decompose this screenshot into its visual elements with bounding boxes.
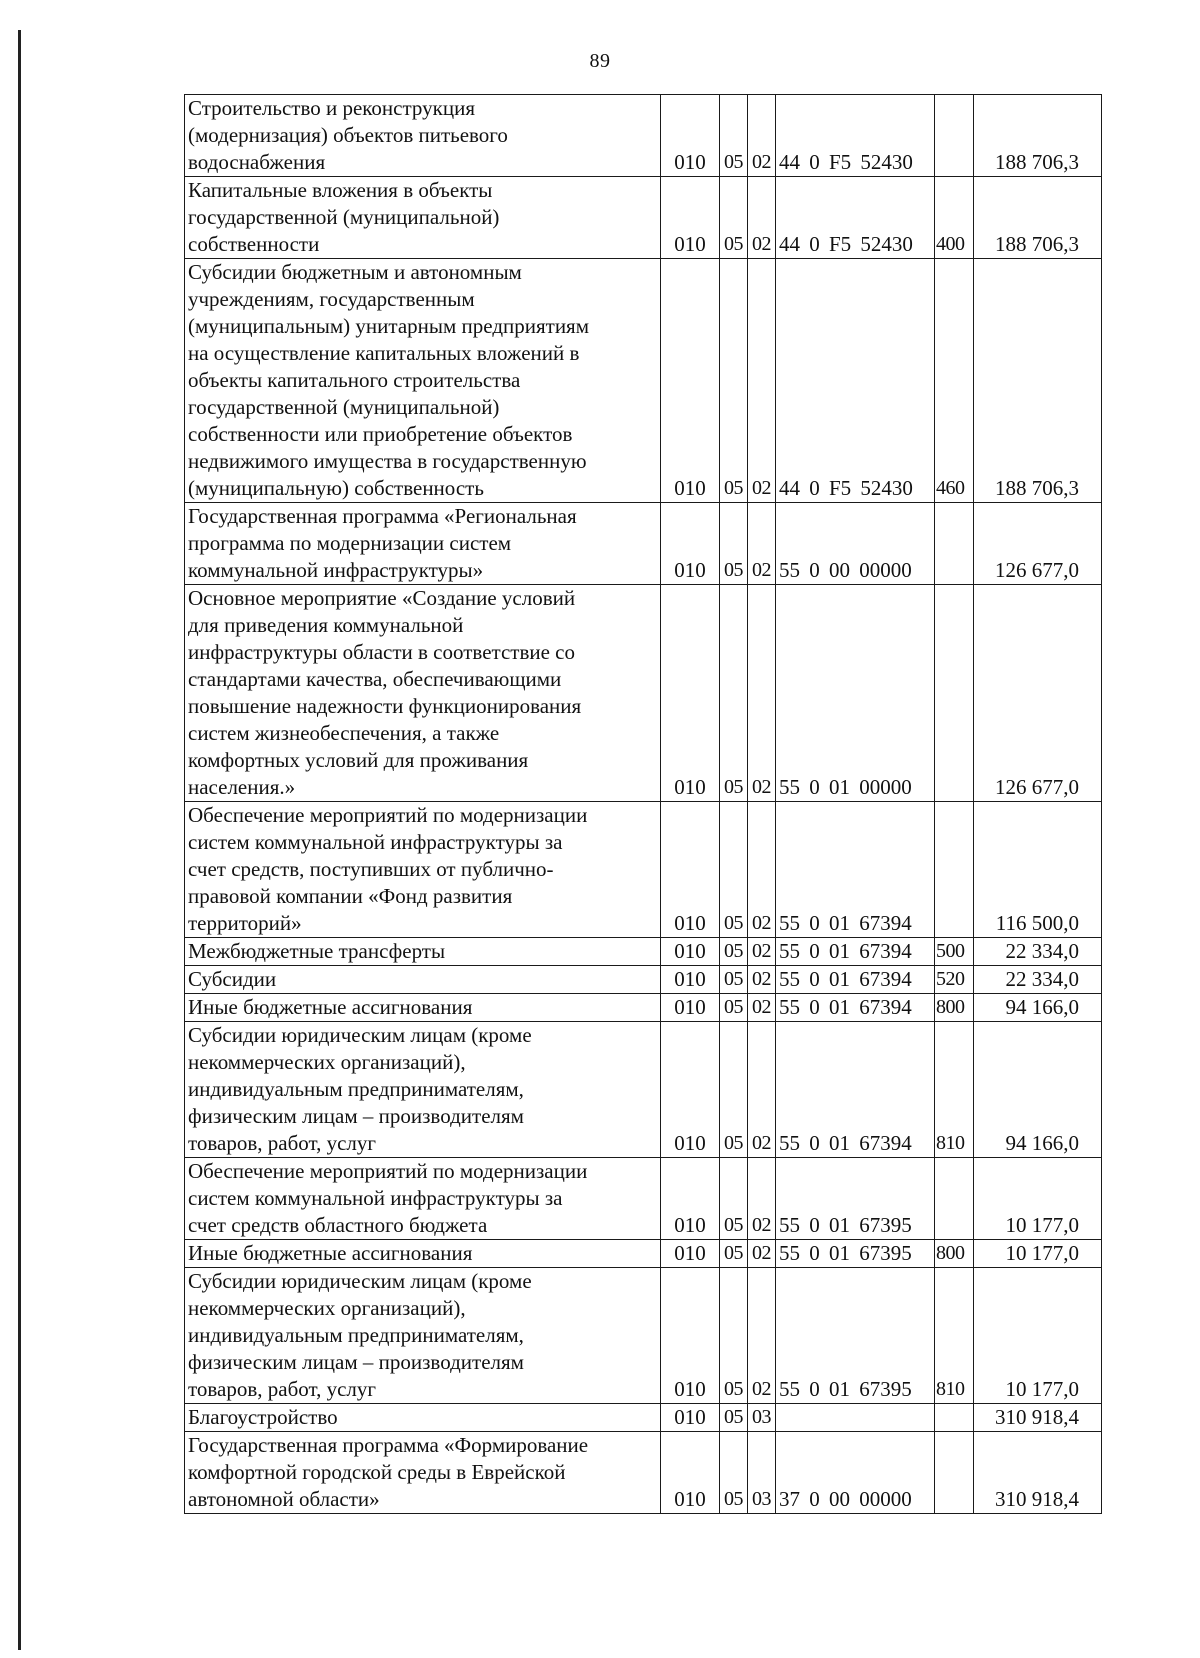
- cell-name-line: собственности: [188, 232, 320, 256]
- cell-name-line: Благоустройство: [188, 1405, 338, 1429]
- cell-name: [185, 585, 661, 802]
- cell-section: 05: [720, 802, 748, 938]
- cell-name-line: инфраструктуры области в соответствие со: [188, 640, 575, 664]
- cell-ministry-code: 010: [661, 966, 720, 994]
- cell-section: 05: [720, 1268, 748, 1404]
- page-number: 89: [589, 50, 611, 72]
- cell-ministry-code: 010: [661, 1158, 720, 1240]
- cell-name-line: территорий»: [188, 911, 302, 935]
- cell-subsection: 02: [748, 177, 776, 259]
- cell-name-line: Основное мероприятие «Создание условий: [188, 586, 576, 610]
- cell-name-line: счет средств областного бюджета: [188, 1213, 488, 1237]
- cell-section: 05: [720, 938, 748, 966]
- cell-ministry-code: 010: [661, 95, 720, 177]
- cell-ministry-code: 010: [661, 802, 720, 938]
- cell-amount: 94 166,0: [974, 994, 1102, 1022]
- cell-ministry-code: 010: [661, 1268, 720, 1404]
- table-row: [185, 503, 1102, 585]
- cell-name-line: Обеспечение мероприятий по модернизации: [188, 803, 588, 827]
- cell-name-line: объекты капитального строительства: [188, 368, 521, 392]
- cell-name-line: некоммерческих организаций),: [188, 1296, 466, 1320]
- table-row: [185, 1022, 1102, 1158]
- cell-name-line: для приведения коммунальной: [188, 613, 464, 637]
- cell-name-line: водоснабжения: [188, 150, 326, 174]
- cell-ministry-code: 010: [661, 994, 720, 1022]
- cell-section: 05: [720, 503, 748, 585]
- cell-name-line: (муниципальным) унитарным предприятиям: [188, 314, 589, 338]
- cell-name-line: (муниципальную) собственность: [188, 476, 484, 500]
- cell-target-article: 55 0 01 67394: [776, 802, 935, 938]
- cell-amount: 10 177,0: [974, 1268, 1102, 1404]
- cell-name-line: Обеспечение мероприятий по модернизации: [188, 1159, 588, 1183]
- cell-name-line: Иные бюджетные ассигнования: [188, 1241, 473, 1265]
- cell-subsection: 02: [748, 802, 776, 938]
- cell-name-line: на осуществление капитальных вложений в: [188, 341, 580, 365]
- cell-name-line: счет средств, поступивших от публично-: [188, 857, 554, 881]
- cell-section: 05: [720, 1158, 748, 1240]
- cell-expense-type: 460: [935, 259, 974, 503]
- cell-name: [185, 966, 661, 994]
- cell-name-line: физическим лицам – производителям: [188, 1104, 524, 1128]
- cell-ministry-code: 010: [661, 259, 720, 503]
- cell-section: 05: [720, 585, 748, 802]
- cell-expense-type: 500: [935, 938, 974, 966]
- cell-subsection: 03: [748, 1432, 776, 1514]
- cell-name-line: государственной (муниципальной): [188, 205, 500, 229]
- cell-name-line: населения.»: [188, 775, 296, 799]
- cell-amount: 126 677,0: [974, 585, 1102, 802]
- cell-name: [185, 1404, 661, 1432]
- cell-subsection: 03: [748, 1404, 776, 1432]
- cell-amount: 188 706,3: [974, 95, 1102, 177]
- cell-ministry-code: 010: [661, 1022, 720, 1158]
- cell-target-article: 55 0 01 67395: [776, 1268, 935, 1404]
- cell-name: [185, 1022, 661, 1158]
- cell-amount: 10 177,0: [974, 1240, 1102, 1268]
- cell-name-line: Государственная программа «Региональная: [188, 504, 577, 528]
- cell-subsection: 02: [748, 1268, 776, 1404]
- cell-name-line: систем коммунальной инфраструктуры за: [188, 830, 563, 854]
- cell-name-line: автономной области»: [188, 1487, 380, 1511]
- cell-subsection: 02: [748, 95, 776, 177]
- table-row: [185, 966, 1102, 994]
- budget-table: [184, 94, 1102, 1514]
- cell-name: [185, 259, 661, 503]
- cell-expense-type: 520: [935, 966, 974, 994]
- cell-section: 05: [720, 177, 748, 259]
- cell-name: [185, 95, 661, 177]
- cell-target-article: 44 0 F5 52430: [776, 95, 935, 177]
- cell-name: [185, 994, 661, 1022]
- cell-ministry-code: 010: [661, 585, 720, 802]
- cell-name: [185, 1268, 661, 1404]
- cell-section: 05: [720, 259, 748, 503]
- cell-amount: 126 677,0: [974, 503, 1102, 585]
- cell-target-article: 55 0 01 67394: [776, 938, 935, 966]
- cell-name-line: стандартами качества, обеспечивающими: [188, 667, 562, 691]
- cell-subsection: 02: [748, 1022, 776, 1158]
- table-row: [185, 994, 1102, 1022]
- cell-expense-type: 810: [935, 1022, 974, 1158]
- cell-name: [185, 177, 661, 259]
- cell-expense-type: [935, 503, 974, 585]
- cell-target-article: 44 0 F5 52430: [776, 177, 935, 259]
- table-row: [185, 1404, 1102, 1432]
- cell-name-line: Межбюджетные трансферты: [188, 939, 446, 963]
- cell-ministry-code: 010: [661, 938, 720, 966]
- table-row: [185, 1240, 1102, 1268]
- cell-subsection: 02: [748, 994, 776, 1022]
- cell-name-line: Субсидии бюджетным и автономным: [188, 260, 522, 284]
- cell-section: 05: [720, 1022, 748, 1158]
- cell-name: [185, 1158, 661, 1240]
- cell-name-line: комфортных условий для проживания: [188, 748, 529, 772]
- cell-name-line: программа по модернизации систем: [188, 531, 512, 555]
- cell-subsection: 02: [748, 1240, 776, 1268]
- cell-amount: 10 177,0: [974, 1158, 1102, 1240]
- cell-expense-type: 810: [935, 1268, 974, 1404]
- cell-name-line: товаров, работ, услуг: [188, 1131, 377, 1155]
- cell-target-article: 55 0 01 67394: [776, 994, 935, 1022]
- cell-target-article: 55 0 01 00000: [776, 585, 935, 802]
- cell-amount: 22 334,0: [974, 966, 1102, 994]
- cell-expense-type: [935, 1404, 974, 1432]
- cell-section: 05: [720, 1240, 748, 1268]
- table-row: [185, 585, 1102, 802]
- cell-target-article: 44 0 F5 52430: [776, 259, 935, 503]
- cell-target-article: 55 0 01 67394: [776, 1022, 935, 1158]
- cell-subsection: 02: [748, 1158, 776, 1240]
- cell-amount: 310 918,4: [974, 1432, 1102, 1514]
- cell-ministry-code: 010: [661, 503, 720, 585]
- cell-name-line: индивидуальным предпринимателям,: [188, 1323, 524, 1347]
- cell-subsection: 02: [748, 966, 776, 994]
- cell-name: [185, 1432, 661, 1514]
- table-row: [185, 95, 1102, 177]
- cell-name-line: государственной (муниципальной): [188, 395, 500, 419]
- cell-section: 05: [720, 966, 748, 994]
- cell-expense-type: 800: [935, 994, 974, 1022]
- cell-expense-type: 400: [935, 177, 974, 259]
- table-row: [185, 1268, 1102, 1404]
- cell-name-line: систем коммунальной инфраструктуры за: [188, 1186, 563, 1210]
- cell-target-article: 37 0 00 00000: [776, 1432, 935, 1514]
- cell-name-line: Субсидии: [188, 967, 277, 991]
- cell-name-line: Капитальные вложения в объекты: [188, 178, 493, 202]
- cell-name-line: недвижимого имущества в государственную: [188, 449, 587, 473]
- table-row: [185, 938, 1102, 966]
- table-row: [185, 802, 1102, 938]
- cell-name-line: Субсидии юридическим лицам (кроме: [188, 1023, 532, 1047]
- cell-name-line: индивидуальным предпринимателям,: [188, 1077, 524, 1101]
- cell-target-article: 55 0 00 00000: [776, 503, 935, 585]
- cell-name: [185, 938, 661, 966]
- cell-name: [185, 802, 661, 938]
- cell-name-line: некоммерческих организаций),: [188, 1050, 466, 1074]
- table-row: [185, 177, 1102, 259]
- cell-expense-type: [935, 1432, 974, 1514]
- cell-target-article: 55 0 01 67395: [776, 1158, 935, 1240]
- cell-name-line: товаров, работ, услуг: [188, 1377, 377, 1401]
- cell-name-line: комфортной городской среды в Еврейской: [188, 1460, 566, 1484]
- cell-name-line: повышение надежности функционирования: [188, 694, 582, 718]
- cell-name-line: Строительство и реконструкция: [188, 96, 475, 120]
- cell-name-line: (модернизация) объектов питьевого: [188, 123, 508, 147]
- cell-subsection: 02: [748, 585, 776, 802]
- cell-ministry-code: 010: [661, 1432, 720, 1514]
- cell-subsection: 02: [748, 259, 776, 503]
- table-row: [185, 1432, 1102, 1514]
- cell-target-article: 55 0 01 67395: [776, 1240, 935, 1268]
- cell-expense-type: [935, 95, 974, 177]
- cell-name-line: собственности или приобретение объектов: [188, 422, 573, 446]
- cell-name: [185, 1240, 661, 1268]
- cell-subsection: 02: [748, 503, 776, 585]
- cell-target-article: 55 0 01 67394: [776, 966, 935, 994]
- cell-amount: 94 166,0: [974, 1022, 1102, 1158]
- cell-target-article: [776, 1404, 935, 1432]
- table-row: [185, 1158, 1102, 1240]
- cell-ministry-code: 010: [661, 1240, 720, 1268]
- cell-name-line: учреждениям, государственным: [188, 287, 475, 311]
- cell-ministry-code: 010: [661, 1404, 720, 1432]
- cell-subsection: 02: [748, 938, 776, 966]
- cell-section: 05: [720, 1432, 748, 1514]
- cell-amount: 310 918,4: [974, 1404, 1102, 1432]
- cell-ministry-code: 010: [661, 177, 720, 259]
- cell-name-line: систем жизнеобеспечения, а также: [188, 721, 500, 745]
- page-margin-line: [18, 30, 21, 1650]
- cell-name-line: Государственная программа «Формирование: [188, 1433, 589, 1457]
- cell-name-line: физическим лицам – производителям: [188, 1350, 524, 1374]
- cell-name: [185, 503, 661, 585]
- cell-section: 05: [720, 994, 748, 1022]
- cell-section: 05: [720, 1404, 748, 1432]
- cell-name-line: правовой компании «Фонд развития: [188, 884, 513, 908]
- cell-expense-type: [935, 585, 974, 802]
- table-row: [185, 259, 1102, 503]
- cell-name-line: Субсидии юридическим лицам (кроме: [188, 1269, 532, 1293]
- cell-amount: 188 706,3: [974, 177, 1102, 259]
- cell-expense-type: [935, 802, 974, 938]
- cell-amount: 22 334,0: [974, 938, 1102, 966]
- cell-name-line: Иные бюджетные ассигнования: [188, 995, 473, 1019]
- cell-expense-type: 800: [935, 1240, 974, 1268]
- table-body: [185, 95, 1102, 1514]
- cell-section: 05: [720, 95, 748, 177]
- cell-name-line: коммунальной инфраструктуры»: [188, 558, 484, 582]
- cell-amount: 116 500,0: [974, 802, 1102, 938]
- cell-amount: 188 706,3: [974, 259, 1102, 503]
- cell-expense-type: [935, 1158, 974, 1240]
